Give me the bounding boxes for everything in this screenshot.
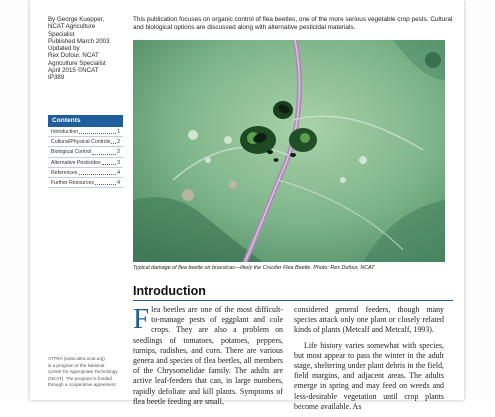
body-column-right: [294, 305, 444, 417]
footer-line: is a program of the National: [48, 362, 105, 368]
sidebar: [48, 16, 123, 82]
intro-paragraph-text: lea beetles are one of the most difficult-to-manage pests of eggplant and cole crops. They are also a problem on seedlings of tomatoes, potatoes, peppers, turnips, radishes, and corn. There are various genera and species of flea beetles, all members of the Chrysomelidae family. The adults are active leaf-feeders that can, in large numbers, rapidly defoliate and kill plants. Symptoms of flea beetle feeding are small,: [133, 305, 283, 406]
section-rule: [133, 300, 453, 301]
toc-label: Further Resources: [51, 180, 94, 187]
toc-item-references[interactable]: [48, 168, 123, 178]
toc-item-further-resources[interactable]: [48, 178, 123, 188]
toc-item-introduction[interactable]: [48, 127, 123, 137]
byline-line: NCAT Agriculture: [48, 23, 96, 31]
byline-line: Specialist: [48, 30, 75, 38]
toc-item-biological-control[interactable]: [48, 147, 123, 157]
attra-footer-note: [48, 356, 123, 389]
toc-label: Cultural/Physical Controls: [51, 139, 111, 146]
byline: [48, 16, 123, 82]
footer-line: through a cooperative agreement: [48, 382, 116, 388]
drop-cap: F: [133, 303, 150, 335]
byline-line: By George Kuepper,: [48, 16, 105, 23]
toc-item-alternative-pesticides[interactable]: [48, 158, 123, 168]
flea-beetle-photo: [133, 40, 445, 262]
toc-page: 1: [117, 129, 120, 135]
toc-page: 4: [117, 180, 120, 187]
byline-line: Agriculture Specialist: [48, 59, 106, 67]
paragraph: Life history varies somewhat with species, but most appear to pass the winter in the adult stage, sheltering under plant debris in the field, field margins, and adjacent areas. The adults emerge in spring and may feed on weeds and less-desirable vegetation until crop plants become available. As: [294, 340, 444, 411]
toc-page: 3: [117, 159, 120, 166]
footer-line: Center for Appropriate Technology: [48, 369, 118, 375]
byline-line: Published March 2003: [48, 37, 110, 45]
contents-title: Contents: [48, 115, 123, 127]
table-of-contents: [48, 115, 123, 188]
section-heading: Introduction: [133, 284, 206, 298]
publication-summary: This publication focuses on organic control of flea beetles, one of the more serious vegetable crop pests. Cultural and biological options are discussed along with alternative pesticidal materials.: [133, 16, 453, 32]
body-column-left: [133, 305, 283, 412]
byline-line: April 2015 ©NCAT: [48, 67, 99, 75]
byline-line: Updated by: [48, 45, 80, 53]
byline-line: IP389: [48, 74, 65, 82]
toc-page: 2: [117, 149, 120, 156]
photo-caption: Typical damage of flea beetle on brassicas—likely the Crucifer Flea Beetle. Photo: Rex Dufour, NCAT: [133, 265, 375, 271]
toc-label: Introduction: [51, 129, 79, 135]
footer-line: (NCAT). The program is funded: [48, 375, 112, 381]
toc-item-cultural-controls[interactable]: [48, 137, 123, 147]
intro-paragraph: [133, 305, 283, 407]
toc-label: Biological Control: [51, 149, 92, 156]
toc-label: Alternative Pesticides: [51, 159, 101, 166]
paragraph: considered general feeders, though many species attack only one plant or closely related kinds of plants (Metcalf and Metcalf, 1993).: [294, 305, 444, 335]
toc-label: References: [51, 169, 78, 176]
toc-page: 4: [117, 169, 120, 176]
footer-line: ATTRA (www.attra.ncat.org): [48, 356, 105, 361]
byline-line: Rex Dufour, NCAT: [48, 52, 99, 60]
toc-page: 2: [117, 139, 120, 146]
